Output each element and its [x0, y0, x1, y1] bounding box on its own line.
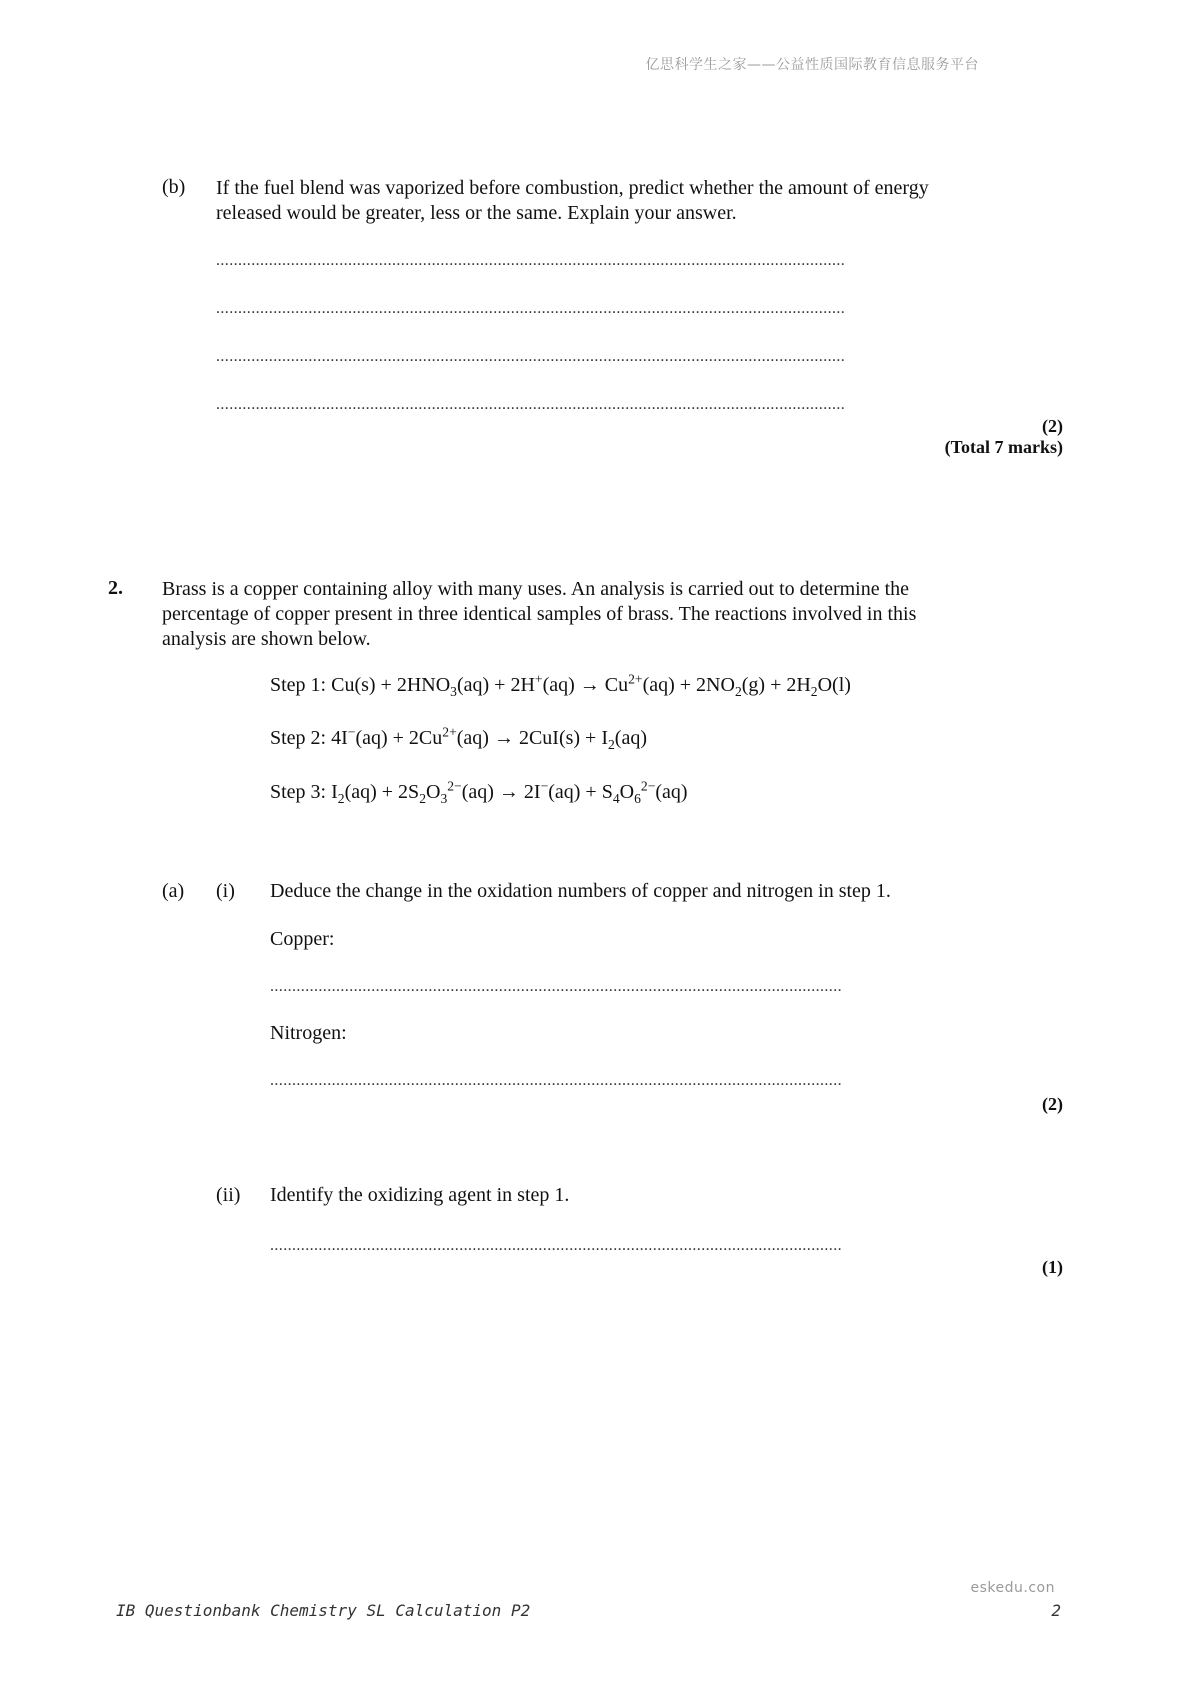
- answer-line: ...............................................................................................................................................: [216, 396, 846, 413]
- footer-title: IB Questionbank Chemistry SL Calculation P2: [116, 1601, 531, 1620]
- q2a-ii-label: (ii): [216, 1184, 241, 1206]
- q1b-marks: (2): [1042, 416, 1063, 436]
- copper-label: Copper:: [270, 928, 335, 950]
- q1-total-marks: (Total 7 marks): [944, 437, 1063, 457]
- q2a-ii-marks: (1): [1042, 1257, 1063, 1277]
- step-1-equation: Step 1: $Cu(s) + 2HNO_3(aq) + 2H^+(aq) \to Cu^{2+}(aq) + 2NO_2(g) + 2H_2O(l)$: [270, 671, 851, 699]
- q2a-label: (a): [162, 880, 185, 902]
- answer-line: ...............................................................................................................................................: [216, 252, 846, 269]
- page-number: 2: [1051, 1601, 1061, 1620]
- answer-line: ..................................................................................................................................: [270, 978, 842, 995]
- q2a-i-marks: (2): [1042, 1094, 1063, 1114]
- q1b-label: (b): [162, 176, 186, 198]
- q2a-ii-text: Identify the oxidizing agent in step 1.: [270, 1184, 570, 1206]
- q2a-i-label: (i): [216, 880, 235, 902]
- q2-number: 2.: [108, 577, 123, 599]
- q2-intro: Brass is a copper containing alloy with many uses. An analysis is carried out to determine the percentage of copper present in three identical samples of brass. The reactions involved in this analysis are shown below.: [162, 578, 917, 650]
- q1b-text: If the fuel blend was vaporized before combustion, predict whether the amount of energy released would be greater, less or the same. Explain your answer.: [216, 177, 929, 224]
- header-note: 亿思科学生之家——公益性质国际教育信息服务平台: [645, 57, 979, 73]
- answer-line: ..................................................................................................................................: [270, 1237, 842, 1254]
- q2a-i-text: Deduce the change in the oxidation numbers of copper and nitrogen in step 1.: [270, 880, 891, 902]
- step-2-equation: Step 2: $4I^-(aq) + 2Cu^{2+}(aq) \to 2CuI(s) + I_2(aq)$: [270, 724, 647, 752]
- watermark: eskedu.con: [970, 1580, 1055, 1596]
- answer-line: ...............................................................................................................................................: [216, 300, 846, 317]
- answer-line: ...............................................................................................................................................: [216, 348, 846, 365]
- answer-line: ..................................................................................................................................: [270, 1072, 842, 1089]
- step-3-equation: Step 3: $I_2(aq) + 2S_2O_3^{2-}(aq) \to 2I^-(aq) + S_4O_6^{2-}(aq)$: [270, 778, 688, 806]
- nitrogen-label: Nitrogen:: [270, 1022, 347, 1044]
